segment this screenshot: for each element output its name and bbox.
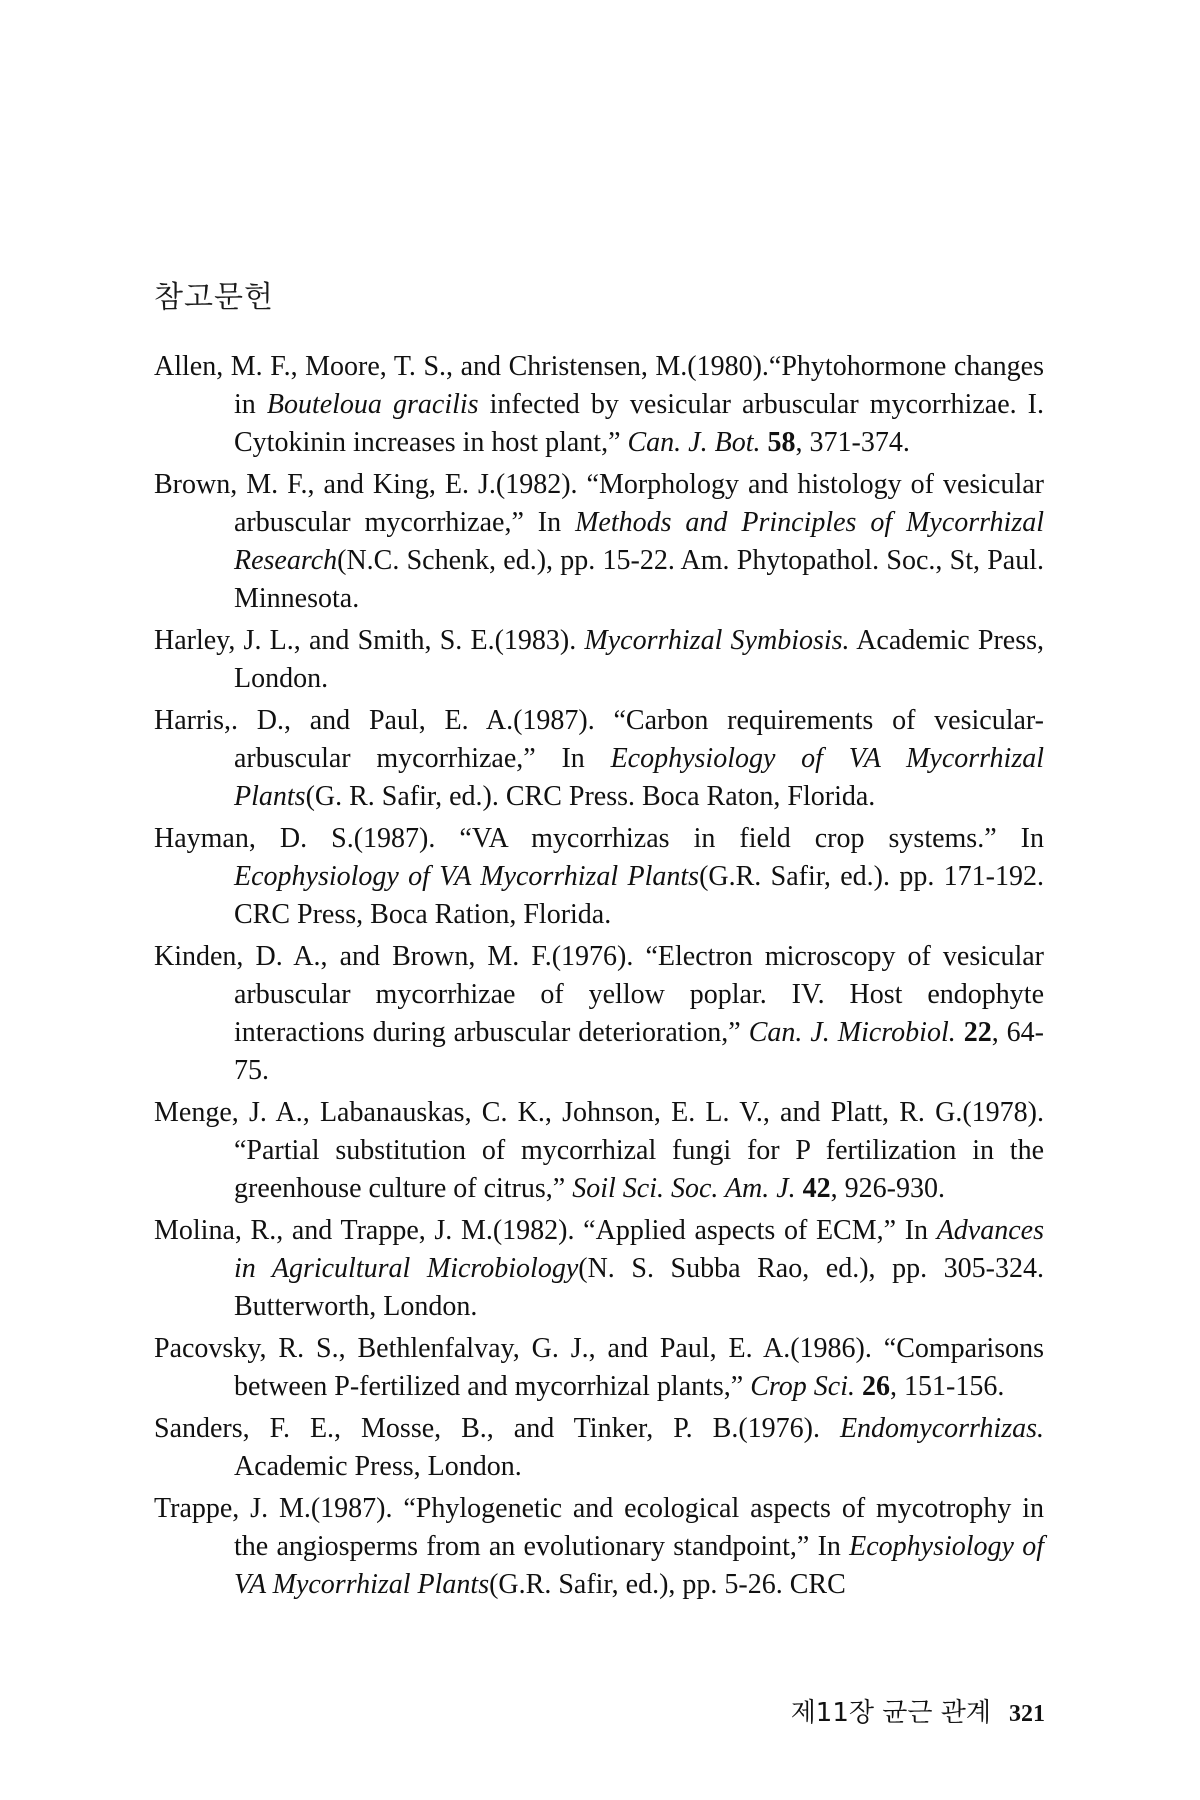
reference-text: , 64-75. bbox=[234, 1017, 1045, 1086]
reference-text bbox=[956, 1017, 964, 1048]
reference-volume: 26 bbox=[862, 1371, 890, 1402]
reference-text: (N. S. Subba Rao, ed.), pp. 305-324. Butterworth, London. bbox=[234, 1253, 1045, 1322]
reference-text: (G. R. Safir, ed.). CRC Press. Boca Raton, Florida. bbox=[305, 781, 876, 812]
reference-title-italic: Soil Sci. Soc. Am. J. bbox=[572, 1173, 796, 1204]
reference-text bbox=[761, 427, 768, 458]
reference-text: (G.R. Safir, ed.), pp. 5-26. CRC bbox=[489, 1569, 846, 1600]
reference-text bbox=[855, 1371, 862, 1402]
reference-title-italic: Crop Sci. bbox=[750, 1371, 855, 1402]
reference-text: Kinden, D. A., and Brown, M. F.(1976). “Electron microscopy of vesicular arbuscular mycorrhizae of yellow poplar. IV. Host endophyte interactions during arbuscular deterioration,” bbox=[154, 941, 1044, 1048]
reference-text: Sanders, F. E., Mosse, B., and Tinker, P. B.(1976). bbox=[154, 1413, 840, 1444]
reference-entry bbox=[154, 348, 1044, 462]
reference-text: , 926-930. bbox=[830, 1173, 945, 1204]
reference-volume: 42 bbox=[802, 1173, 831, 1204]
reference-title-italic: Methods and Principles of Mycorrhizal Research bbox=[234, 507, 1045, 576]
reference-text: Menge, J. A., Labanauskas, C. K., Johnson, E. L. V., and Platt, R. G.(1978). “Partial substitution of mycorrhizal fungi for P fertilization in the greenhouse culture of citrus,” bbox=[154, 1097, 1044, 1204]
reference-text: , 151-156. bbox=[890, 1371, 1005, 1402]
reference-text: Trappe, J. M.(1987). “Phylogenetic and ecological aspects of mycotrophy in the angiosperms from an evolutionary standpoint,” In bbox=[154, 1493, 1044, 1562]
page-footer bbox=[720, 1692, 1045, 1729]
reference-volume: 22 bbox=[963, 1017, 992, 1048]
reference-title-italic: Can. J. Bot. bbox=[627, 427, 761, 458]
reference-text: (G.R. Safir, ed.). pp. 171-192. CRC Press, Boca Ration, Florida. bbox=[234, 861, 1044, 930]
reference-entry bbox=[154, 1094, 1044, 1208]
reference-entry bbox=[154, 1212, 1044, 1326]
reference-entry bbox=[154, 1330, 1044, 1406]
chapter-title: 제11장 균근 관계 bbox=[790, 1698, 991, 1728]
reference-text: , 371-374. bbox=[795, 427, 910, 458]
reference-title-italic: Can. J. Microbiol. bbox=[748, 1017, 956, 1048]
reference-text bbox=[796, 1173, 803, 1204]
section-heading: 참고문헌 bbox=[154, 280, 274, 315]
reference-volume: 58 bbox=[767, 427, 796, 458]
reference-title-italic: Mycorrhizal Symbiosis. bbox=[584, 625, 850, 656]
reference-text: Pacovsky, R. S., Bethlenfalvay, G. J., and Paul, E. A.(1986). “Comparisons between P-fertilized and mycorrhizal plants,” bbox=[154, 1333, 1044, 1402]
reference-text: infected by vesicular arbuscular mycorrhizae. I. Cytokinin increases in host plant,” bbox=[234, 389, 1045, 458]
reference-text: Brown, M. F., and King, E. J.(1982). “Morphology and histology of vesicular arbuscular mycorrhizae,” In bbox=[154, 469, 1044, 538]
reference-entry bbox=[154, 1490, 1044, 1604]
reference-title-italic: Ecophysiology of VA Mycorrhizal Plants bbox=[234, 861, 700, 892]
reference-list bbox=[154, 348, 1044, 1608]
reference-text: Molina, R., and Trappe, J. M.(1982). “Applied aspects of ECM,” In bbox=[154, 1215, 937, 1246]
reference-title-italic: Ecophysiology of VA Mycorrhizal Plants bbox=[234, 743, 1045, 812]
reference-entry bbox=[154, 702, 1044, 816]
reference-text: Harris,. D., and Paul, E. A.(1987). “Carbon requirements of vesicular-arbuscular mycorrhizae,” In bbox=[154, 705, 1044, 774]
reference-entry bbox=[154, 1410, 1044, 1486]
reference-title-italic: Ecophysiology of VA Mycorrhizal Plants bbox=[234, 1531, 1044, 1600]
reference-text: Academic Press, London. bbox=[234, 1451, 522, 1482]
reference-entry bbox=[154, 820, 1044, 934]
reference-entry bbox=[154, 938, 1044, 1090]
reference-text: Harley, J. L., and Smith, S. E.(1983). bbox=[154, 625, 585, 656]
reference-text: Allen, M. F., Moore, T. S., and Christensen, M.(1980).“Phytohormone changes in bbox=[154, 351, 1044, 420]
reference-text: (N.C. Schenk, ed.), pp. 15-22. Am. Phytopathol. Soc., St, Paul. Minnesota. bbox=[234, 545, 1044, 614]
reference-text: Hayman, D. S.(1987). “VA mycorrhizas in field crop systems.” In bbox=[154, 823, 1044, 854]
reference-entry bbox=[154, 622, 1044, 698]
reference-text: Academic Press, London. bbox=[234, 625, 1045, 694]
page-number: 321 bbox=[1009, 1701, 1045, 1727]
reference-title-italic: Endomycorrhizas. bbox=[839, 1413, 1044, 1444]
reference-entry bbox=[154, 466, 1044, 618]
reference-title-italic: Bouteloua gracilis bbox=[266, 389, 479, 420]
reference-title-italic: Advances in Agricultural Microbiology bbox=[234, 1215, 1044, 1284]
